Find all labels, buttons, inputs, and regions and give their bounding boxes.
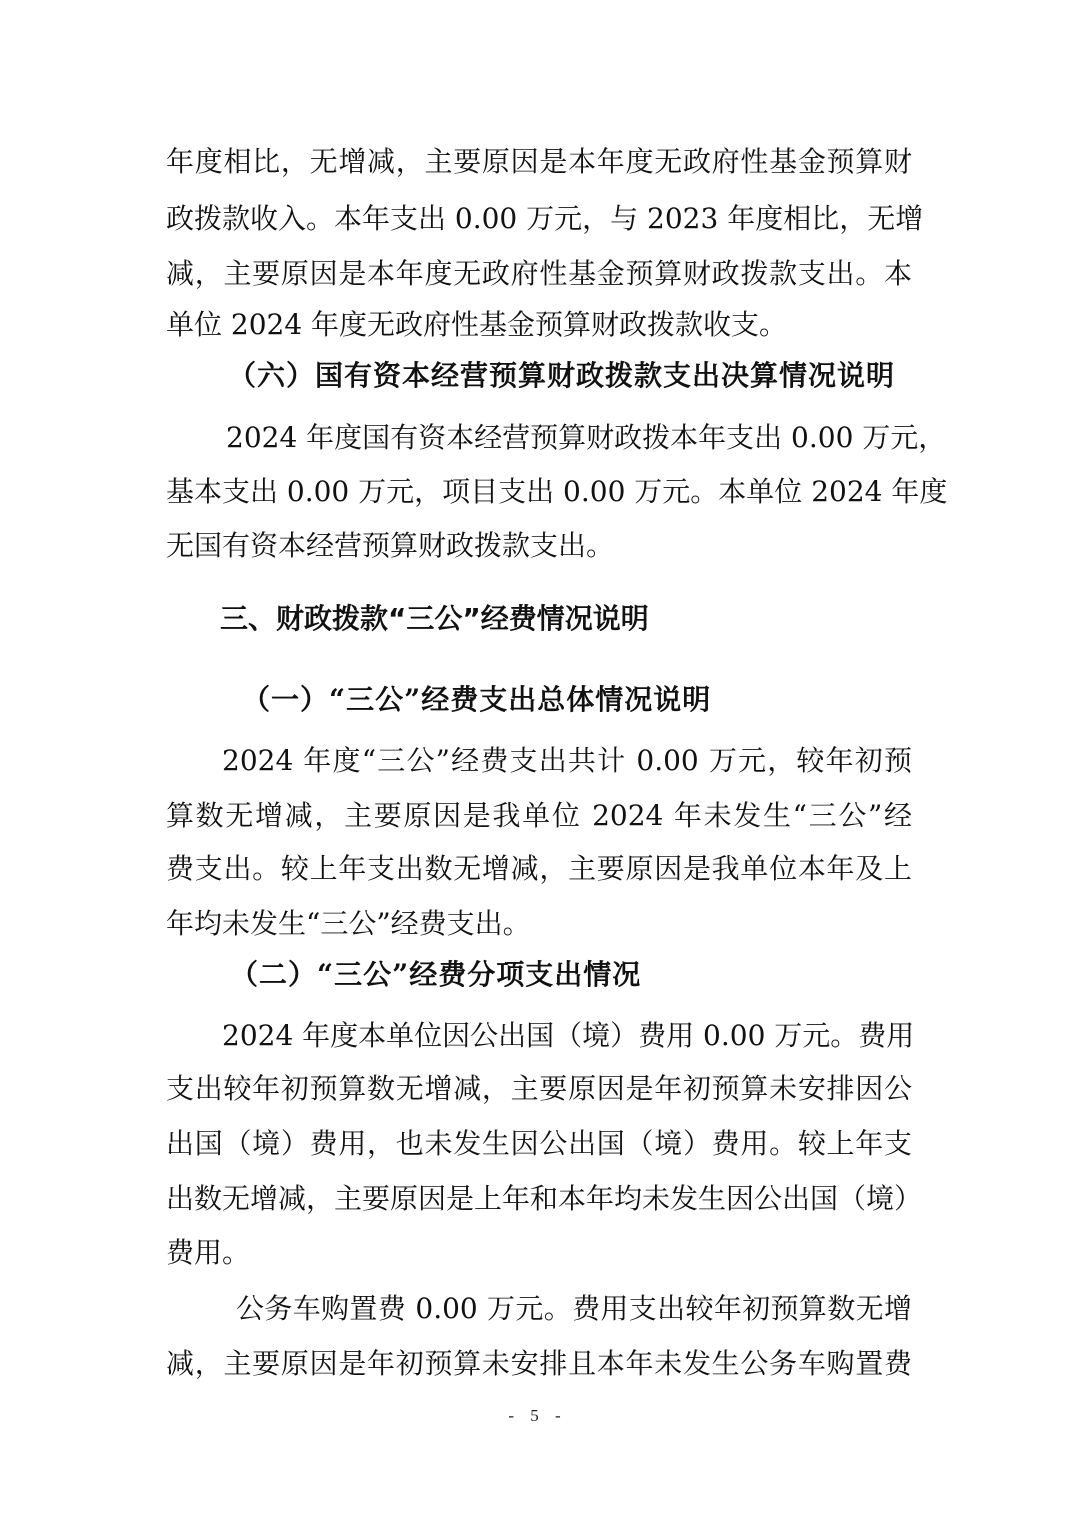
paragraph-line: 算数无增减，主要原因是我单位 2024 年未发生“三公”经 <box>166 799 912 832</box>
section-3-heading: 三、财政拨款“三公”经费情况说明 <box>220 602 649 635</box>
paragraph-line: 无国有资本经营预算财政拨款支出。 <box>166 529 615 562</box>
paragraph-line: 年均未发生“三公”经费支出。 <box>166 907 531 940</box>
paragraph-line: 出国（境）费用，也未发生因公出国（境）费用。较上年支 <box>166 1127 912 1160</box>
subsection-2-heading: （二）“三公”经费分项支出情况 <box>230 958 642 991</box>
paragraph-line: 减，主要原因是年初预算未安排且本年未发生公务车购置费 <box>166 1347 912 1380</box>
section-6-heading: （六）国有资本经营预算财政拨款支出决算情况说明 <box>228 359 896 392</box>
paragraph-line: 2024 年度本单位因公出国（境）费用 0.00 万元。费用 <box>222 1019 915 1052</box>
paragraph-line: 基本支出 0.00 万元，项目支出 0.00 万元。本单位 2024 年度 <box>166 475 948 508</box>
paragraph-line: 2024 年度“三公”经费支出共计 0.00 万元，较年初预 <box>222 744 912 777</box>
paragraph-line: 2024 年度国有资本经营预算财政拨本年支出 0.00 万元， <box>226 421 947 454</box>
paragraph-line: 年度相比，无增减，主要原因是本年度无政府性基金预算财 <box>166 145 912 178</box>
paragraph-line: 费用。 <box>166 1236 251 1269</box>
paragraph-line: 支出较年初预算数无增减，主要原因是年初预算未安排因公 <box>166 1072 912 1105</box>
paragraph-line: 费支出。较上年支出数无增减，主要原因是我单位本年及上 <box>166 852 912 885</box>
paragraph-line: 单位 2024 年度无政府性基金预算财政拨款收支。 <box>166 308 788 341</box>
subsection-1-heading: （一）“三公”经费支出总体情况说明 <box>242 683 712 716</box>
paragraph-line: 政拨款收入。本年支出 0.00 万元，与 2023 年度相比，无增 <box>166 202 924 235</box>
page-number: - 5 - <box>508 1406 567 1425</box>
paragraph-line: 公务车购置费 0.00 万元。费用支出较年初预算数无增 <box>236 1292 912 1325</box>
paragraph-line: 减，主要原因是本年度无政府性基金预算财政拨款支出。本 <box>166 257 912 290</box>
paragraph-line: 出数无增减，主要原因是上年和本年均未发生因公出国（境） <box>166 1182 923 1215</box>
